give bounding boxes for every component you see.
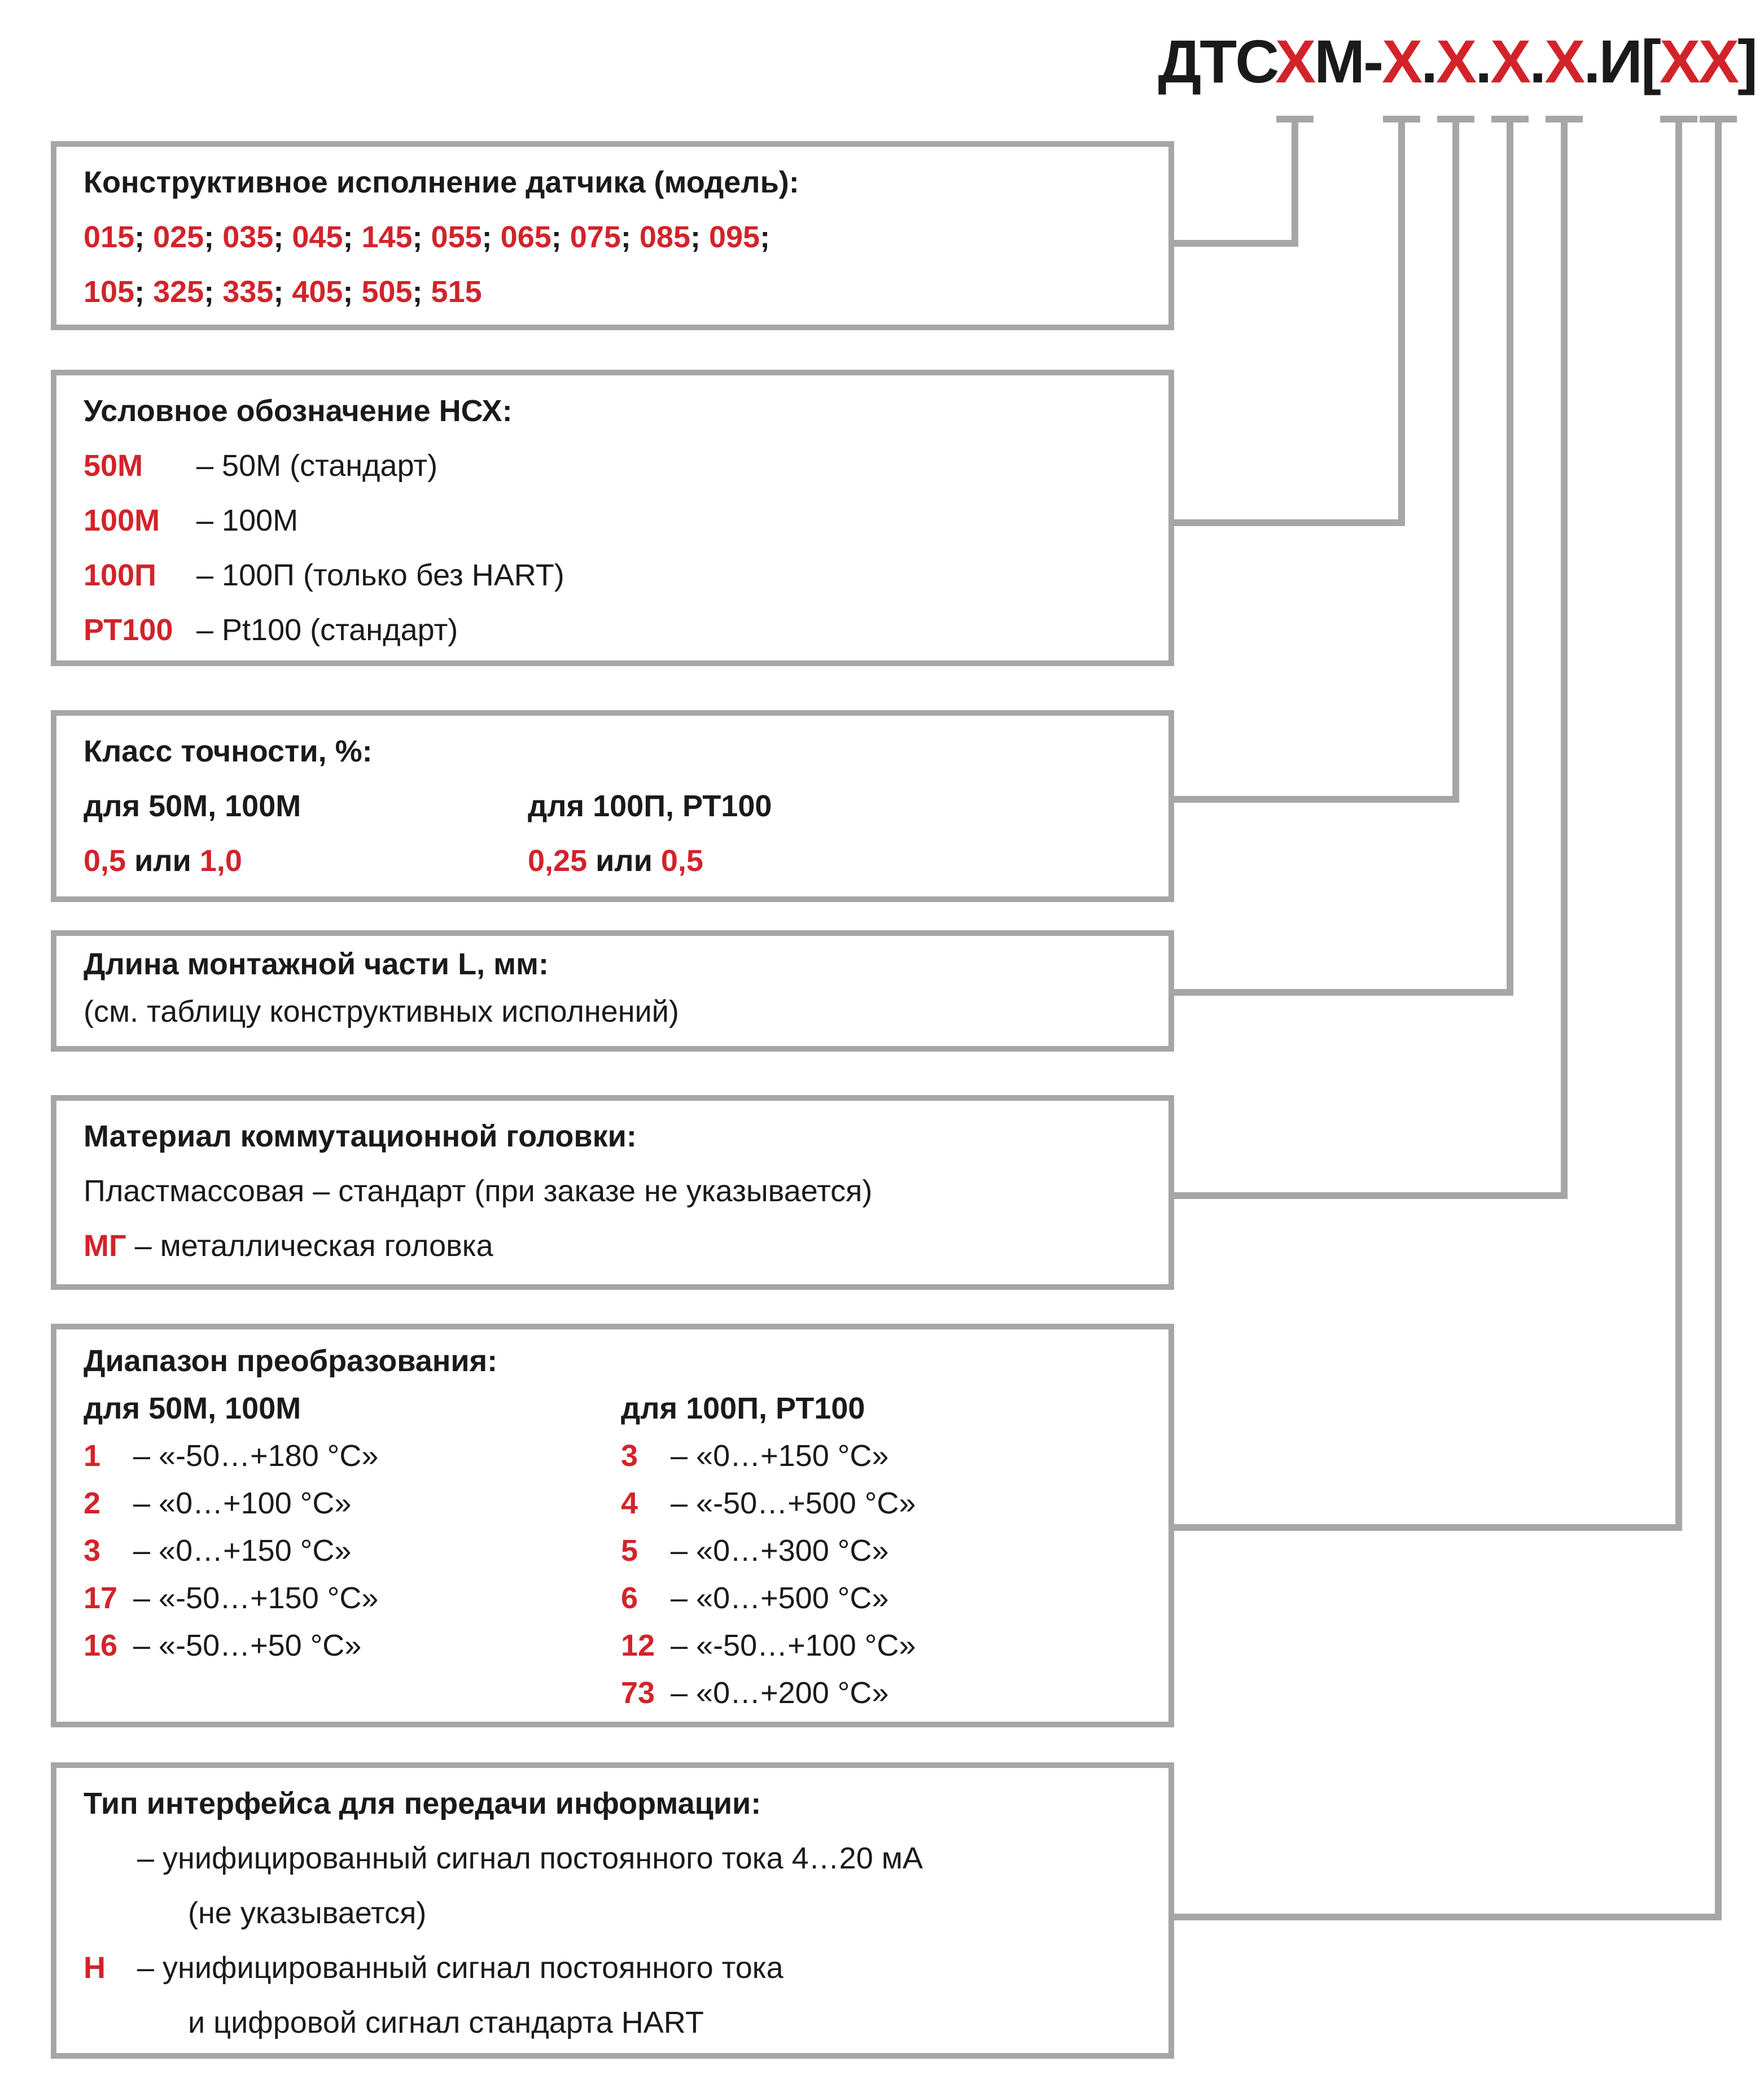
range-row: 5 – «0…+300 °C»	[621, 1534, 889, 1568]
accuracy-col1-values: 0,5 или 1,0	[84, 843, 242, 878]
accuracy-col2-values: 0,25 или 0,5	[528, 843, 703, 878]
leader-line	[1675, 116, 1682, 1531]
box-model-heading: Конструктивное исполнение датчика (модель):	[84, 165, 799, 199]
box-nsh-heading: Условное обозначение НСХ:	[84, 393, 513, 428]
range-row: 4 – «-50…+500 °C»	[621, 1486, 916, 1520]
code-placeholder: Х	[1382, 27, 1421, 95]
interface-default-line2: (не указывается)	[188, 1896, 427, 1930]
leader-line	[1292, 116, 1298, 247]
interface-hart-line1: Н – унифицированный сигнал постоянного тока	[84, 1950, 783, 1985]
length-note: (см. таблицу конструктивных исполнений)	[84, 995, 679, 1029]
accuracy-col1-header: для 50М, 100М	[84, 789, 301, 823]
code-placeholder: Х	[1275, 27, 1315, 95]
box-range	[51, 1324, 1174, 1727]
nsh-option-pt100: РТ100 – Pt100 (стандарт)	[84, 612, 458, 647]
box-length	[51, 930, 1174, 1052]
range-col2-header: для 100П, РТ100	[621, 1391, 865, 1425]
nsh-option-100p: 100П – 100П (только без HART)	[84, 558, 564, 592]
accuracy-values	[84, 833, 1155, 888]
leader-line	[1170, 1914, 1722, 1920]
code-placeholder: Х	[1436, 27, 1476, 95]
box-range-heading: Диапазон преобразования:	[84, 1344, 498, 1378]
range-row: 2 – «0…+100 °C»	[84, 1486, 352, 1520]
range-col1	[84, 1385, 378, 1669]
range-row: 1 – «-50…+180 °C»	[84, 1439, 379, 1473]
leader-line	[1170, 1524, 1682, 1531]
model-values-row-2: 105 ; 325 ; 335 ; 405 ; 505 ; 515	[84, 274, 482, 309]
head-material-plastic: Пластмассовая – стандарт (при заказе не указывается)	[84, 1174, 873, 1208]
accuracy-column-headers	[84, 778, 1155, 833]
product-code-title: ДТСХМ-Х.Х.Х.Х.И[ХХ]	[1158, 27, 1756, 95]
range-col2	[621, 1385, 916, 1717]
range-row: 12 – «-50…+100 °C»	[621, 1629, 916, 1662]
leader-line	[1398, 116, 1405, 526]
nsh-option-50m: 50М – 50М (стандарт)	[84, 448, 438, 483]
range-col1-header: для 50М, 100М	[84, 1391, 301, 1425]
box-head-material	[51, 1095, 1174, 1290]
box-model	[51, 141, 1174, 330]
range-row: 17 – «-50…+150 °C»	[84, 1581, 379, 1615]
leader-line	[1170, 519, 1405, 526]
leader-line	[1170, 989, 1513, 996]
leader-line	[1170, 1192, 1568, 1199]
range-row: 6 – «0…+500 °C»	[621, 1581, 889, 1615]
interface-hart-line2: и цифровой сигнал стандарта HART	[188, 2005, 704, 2040]
interface-default-line1: – унифицированный сигнал постоянного тока 4…20 мА	[137, 1841, 923, 1875]
code-placeholder: Х	[1544, 27, 1584, 95]
nsh-option-100m: 100М – 100М	[84, 503, 299, 537]
box-accuracy	[51, 710, 1174, 902]
range-row: 73 – «0…+200 °C»	[621, 1676, 889, 1710]
accuracy-col2-header: для 100П, РТ100	[528, 789, 772, 823]
range-row: 3 – «0…+150 °C»	[84, 1534, 352, 1568]
box-nsh	[51, 370, 1174, 666]
head-material-metal: МГ – металлическая головка	[84, 1228, 493, 1263]
leader-line	[1507, 116, 1513, 996]
leader-line	[1170, 796, 1459, 803]
leader-line	[1170, 240, 1298, 247]
code-placeholder: Х	[1659, 27, 1699, 95]
code-placeholder: Х	[1698, 27, 1738, 95]
range-columns	[84, 1385, 1155, 1717]
box-head-material-heading: Материал коммутационной головки:	[84, 1119, 637, 1153]
leader-line	[1715, 116, 1722, 1920]
box-length-heading: Длина монтажной части L, мм:	[84, 947, 549, 981]
leader-line	[1452, 116, 1459, 803]
model-values-row-1: 015 ; 025 ; 035 ; 045 ; 145 ; 055 ; 065 ; 075 ; 085 ; 095 ;	[84, 220, 771, 254]
range-row: 3 – «0…+150 °C»	[621, 1439, 889, 1473]
leader-line	[1561, 116, 1568, 1199]
box-accuracy-heading: Класс точности, %:	[84, 734, 373, 768]
range-row: 16 – «-50…+50 °C»	[84, 1629, 362, 1662]
box-interface-heading: Тип интерфейса для передачи информации:	[84, 1786, 761, 1820]
box-interface	[51, 1762, 1174, 2059]
code-placeholder: Х	[1490, 27, 1530, 95]
